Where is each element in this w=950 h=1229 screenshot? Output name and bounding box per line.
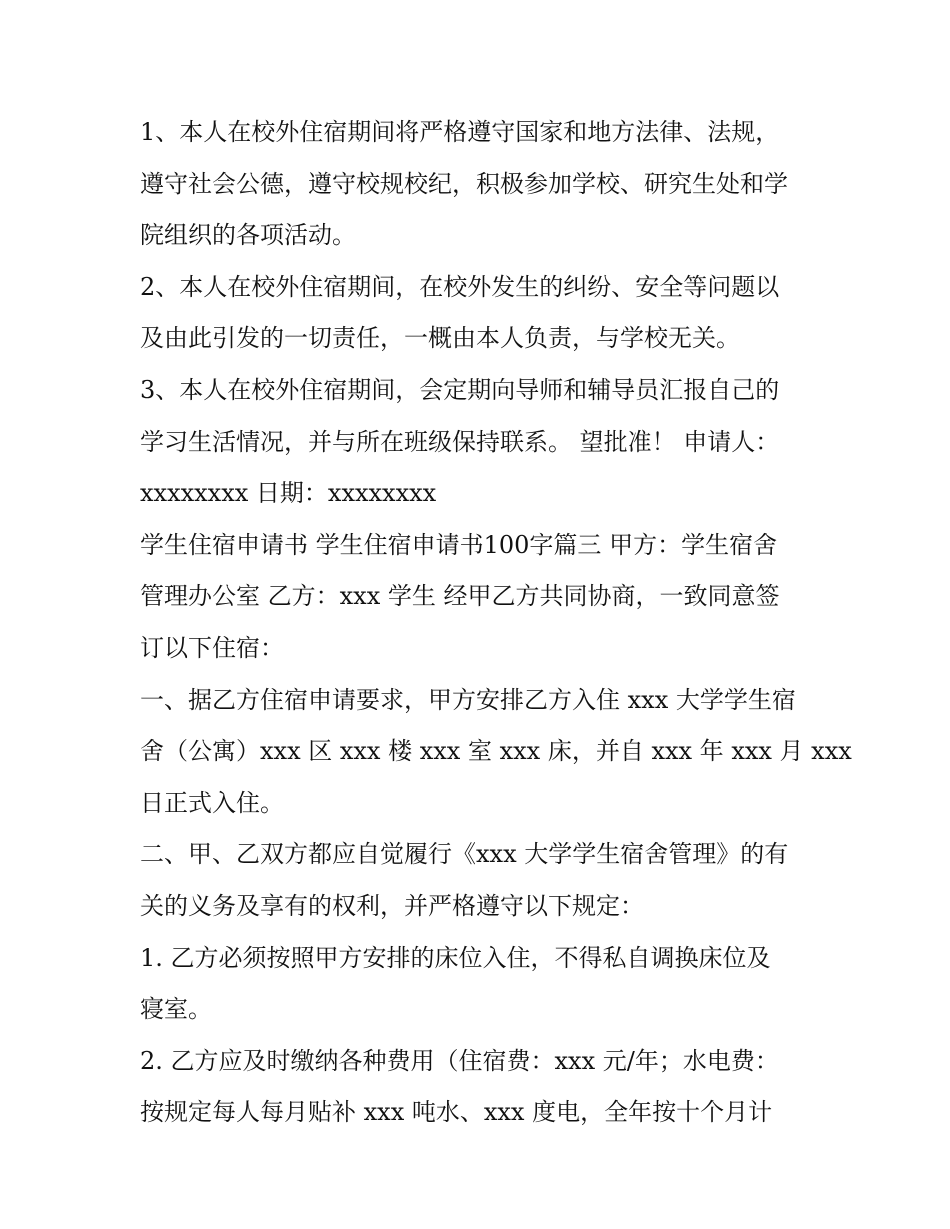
text-line: 管理办公室 乙方：xxx 学生 经甲乙方共同协商，一致同意签 xyxy=(140,582,780,611)
document-body xyxy=(140,107,852,1139)
text-line: 二、甲、乙双方都应自觉履行《xxx 大学学生宿舍管理》的有 xyxy=(140,840,789,869)
text-line: 学生住宿申请书 学生住宿申请书100字篇三 甲方：学生宿舍 xyxy=(140,530,778,559)
text-line: 按规定每人每月贴补 xxx 吨水、xxx 度电，全年按十个月计 xyxy=(140,1098,773,1127)
text-line: 一、据乙方住宿申请要求，甲方安排乙方入住 xxx 大学学生宿 xyxy=(140,685,796,714)
text-line: 遵守社会公德，遵守校规校纪，积极参加学校、研究生处和学 xyxy=(140,169,788,198)
text-line: xxxxxxxx 日期：xxxxxxxx xyxy=(140,479,437,508)
text-line: 2. 乙方应及时缴纳各种费用（住宿费：xxx 元/年；水电费： xyxy=(140,1046,779,1075)
text-line: 2、本人在校外住宿期间，在校外发生的纠纷、安全等问题以 xyxy=(140,272,780,301)
text-line: 关的义务及享有的权利，并严格遵守以下规定： xyxy=(140,891,644,920)
text-line: 院组织的各项活动。 xyxy=(140,221,356,250)
text-line: 3、本人在校外住宿期间，会定期向导师和辅导员汇报自己的 xyxy=(140,375,780,404)
text-line: 舍（公寓）xxx 区 xxx 楼 xxx 室 xxx 床，并自 xxx 年 xxx 月 xxx xyxy=(140,737,852,766)
text-line: 及由此引发的一切责任，一概由本人负责，与学校无关。 xyxy=(140,324,740,353)
text-line: 订以下住宿： xyxy=(140,633,284,662)
text-line: 日正式入住。 xyxy=(140,788,284,817)
text-line: 寝室。 xyxy=(140,995,212,1024)
text-line: 1. 乙方必须按照甲方安排的床位入住，不得私自调换床位及 xyxy=(140,943,771,972)
text-line: 学习生活情况，并与所在班级保持联系。 望批准！ 申请人： xyxy=(140,427,780,456)
text-line: 1、本人在校外住宿期间将严格遵守国家和地方法律、法规， xyxy=(140,118,780,146)
